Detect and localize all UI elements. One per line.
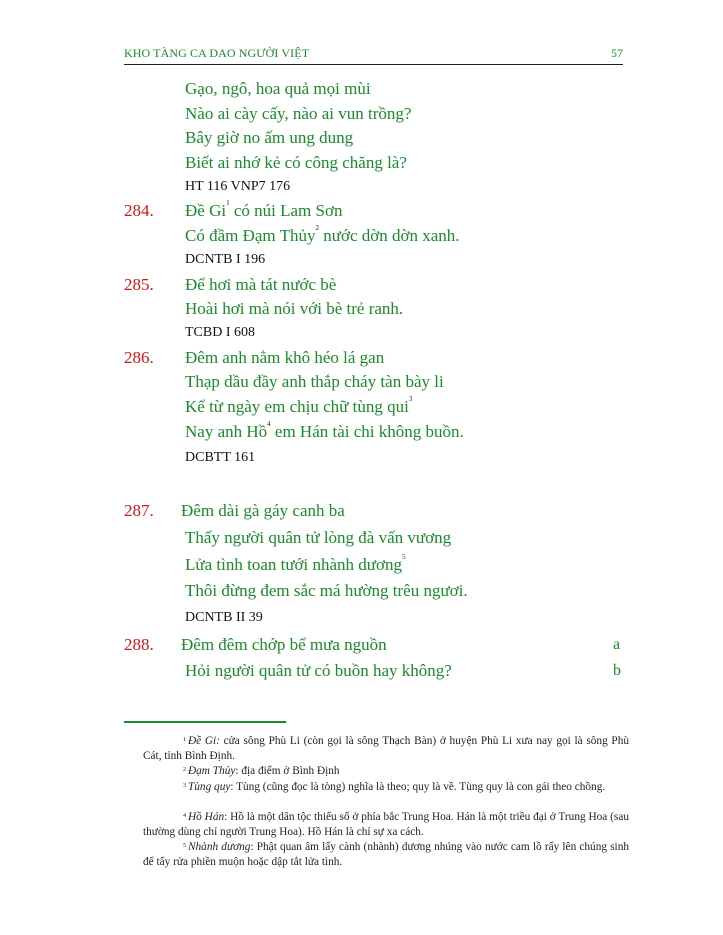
verse-line: Biết ai nhớ kẻ có công chăng là?	[185, 153, 407, 172]
footnote-separator	[124, 721, 286, 723]
verse-line: Gạo, ngô, hoa quả mọi mùi	[185, 79, 371, 98]
verse-line: Đêm anh nằm khô héo lá gan	[185, 348, 385, 367]
footnote-ref: 3	[408, 395, 413, 403]
running-header	[124, 44, 623, 65]
verse-tag: b	[613, 662, 621, 679]
verse-line: Đêm đêm chớp bể mưa nguồn	[181, 635, 387, 654]
verse-line: Thạp dầu đầy anh thắp cháy tàn bày li	[185, 372, 444, 391]
source-citation: DCNTB I 196	[185, 252, 266, 267]
verse-line: Lửa tình toan tưới nhành dương$^5$	[185, 553, 406, 574]
footnote-ref: 5	[402, 553, 406, 561]
source-citation: HT 116 VNP7 176	[185, 179, 291, 194]
verse-line: Thôi đừng đem sắc má hường trêu ngươi.	[185, 581, 468, 600]
verse-line: Hoài hơi mà nói với bè trẻ ranh.	[185, 299, 404, 318]
verse-line: Thấy người quân tử lòng đà vấn vương	[185, 528, 452, 547]
verse-line: Nay anh Hồ$^4$ em Hán tài chi không buồn.	[185, 420, 464, 441]
footnote-ref: 1	[226, 199, 230, 207]
verse-number: 284.	[124, 201, 154, 220]
book-title: KHO TÀNG CA DAO NGƯỜI VIỆT	[124, 46, 310, 60]
verse-line: Nào ai cày cấy, nào ai vun trồng?	[185, 104, 412, 123]
footnote: $^5$ Nhành dương: Phật quan âm lấy cành (nhành) dương nhúng vào nước cam lồ rẩy lên chúng sinh để tẩy rửa phiền muộn hoặc dập tắt lửa tình.	[143, 841, 629, 868]
verse-line: Hỏi người quân tử có buồn hay không?	[185, 661, 452, 680]
footnote: $^2$ Đạm Thủy: địa điểm ở Bình Định	[183, 765, 340, 777]
verse-line: Đề Gi$^1$ có núi Lam Sơn	[185, 199, 343, 220]
verse-line: Để hơi mà tát nước bè	[185, 275, 337, 294]
footnote: $^4$ Hồ Hán: Hồ là một dân tộc thiểu số ở phía bắc Trung Hoa. Hán là một triều đại ở Trung Hoa (sau thường dùng chỉ người Trung Hoa). Hồ Hán là chỉ sự xa cách.	[143, 811, 629, 838]
page-number: 57	[611, 46, 623, 60]
source-citation: TCBD I 608	[185, 325, 255, 340]
footnote-ref: 4	[267, 420, 271, 428]
footnote-ref: 2	[315, 224, 319, 232]
source-citation: DCBTT 161	[185, 450, 256, 465]
verse-line: Đêm dài gà gáy canh ba	[181, 501, 345, 520]
verse-number: 287.	[124, 501, 154, 520]
verse-number: 285.	[124, 275, 154, 294]
verse-number: 286.	[124, 348, 154, 367]
verse-number: 288.	[124, 635, 154, 654]
footnote: $^1$ Đề Gi: cửa sông Phù Li (còn gọi là sông Thạch Bàn) ở huyện Phù Li xưa nay gọi là sông Phù Cát, tỉnh Bình Định.	[143, 735, 630, 762]
verse-line: Kể từ ngày em chịu chữ tùng qui$^3$	[185, 395, 413, 416]
source-citation: DCNTB II 39	[185, 610, 263, 625]
verse-line: Có đầm Đạm Thủy$^2$ nước dờn dờn xanh.	[185, 224, 460, 245]
footnote: $^3$ Tùng quy: Tùng (cũng đọc là tòng) nghĩa là theo; quy là về. Tùng quy là con gái theo chồng.	[183, 781, 606, 793]
verse-line: Bây giờ no ấm ung dung	[185, 128, 354, 147]
verse-tag: a	[613, 636, 621, 653]
